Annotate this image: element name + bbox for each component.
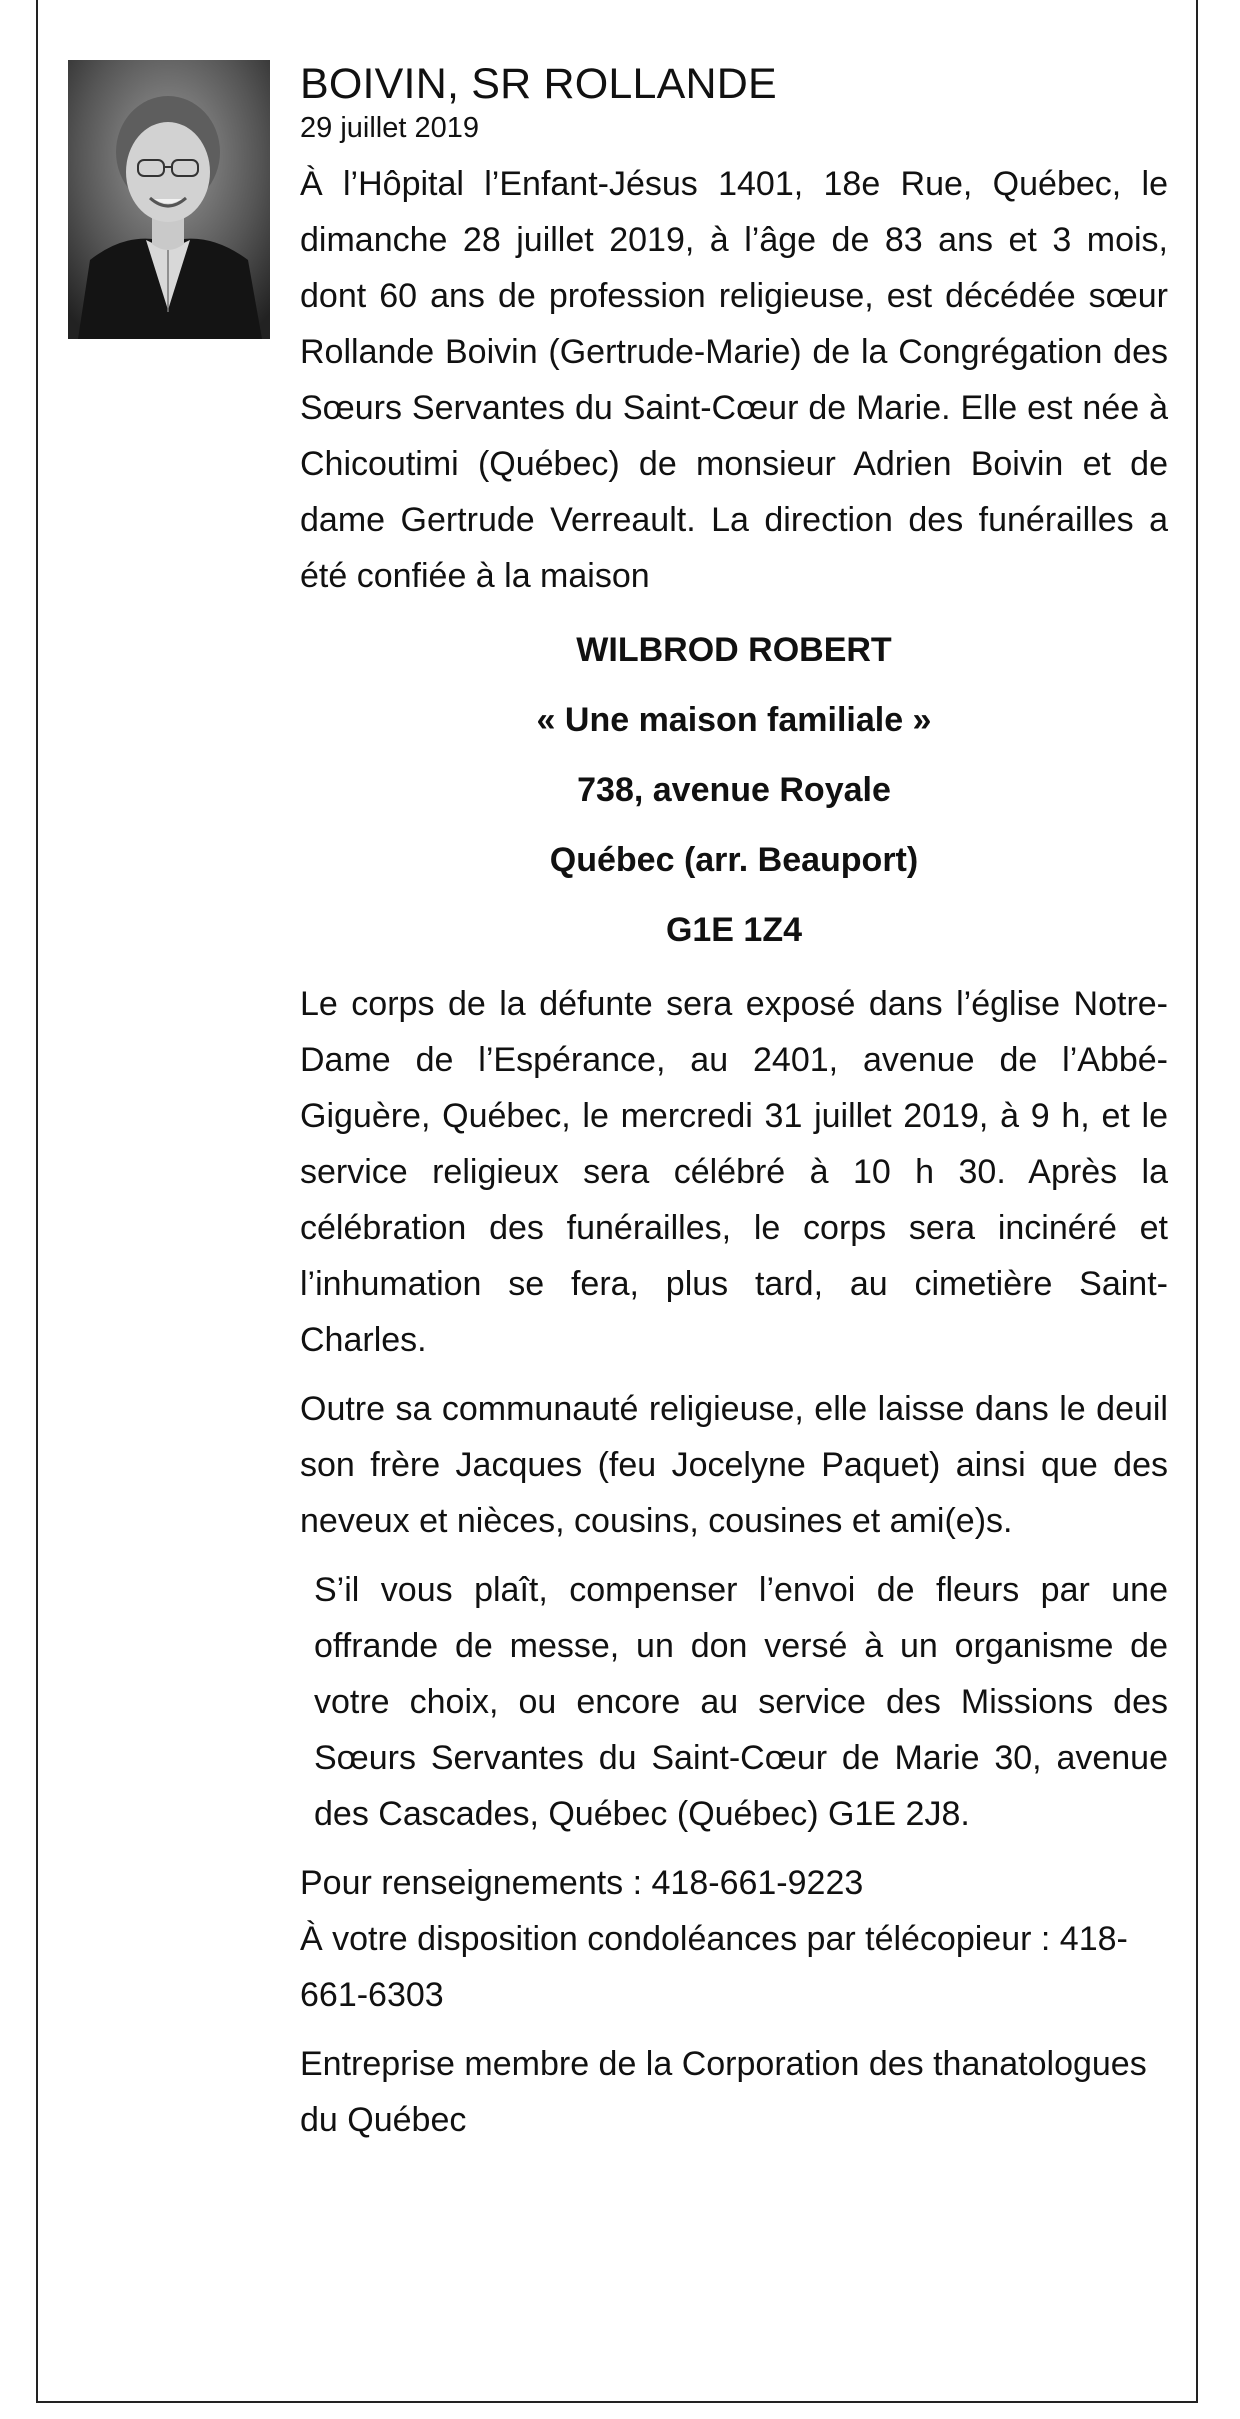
deceased-name: BOIVIN, SR ROLLANDE [300, 60, 777, 108]
donation-paragraph: S’il vous plaît, compenser l’envoi de fleurs par une offrande de messe, un don versé à un organisme de votre choix, ou encore au service des Missions des Sœurs Servantes du Saint-Cœur de Marie 30, avenue des Cascades, Québec (Québec) G1E 2J8. [314, 1571, 1168, 1833]
funeral-home-postal: G1E 1Z4 [665, 911, 803, 949]
intro-paragraph: À l’Hôpital l’Enfant-Jésus 1401, 18e Rue, Québec, le dimanche 28 juillet 2019, à l’âge de 83 ans et 3 mois, dont 60 ans de profession religieuse, est décédée sœur Rollande Boivin (Gertrude-Marie) de la Congrégation des Sœurs Servantes du Saint-Cœur de Marie. Elle est née à Chicoutimi (Québec) de monsieur Adrien Boivin et de dame Gertrude Verreault. La direction des funérailles a été confiée à la maison [300, 165, 1168, 595]
funeral-home-street: 738, avenue Royale [577, 771, 891, 809]
funeral-home-city: Québec (arr. Beauport) [549, 841, 919, 879]
publication-date: 29 juillet 2019 [300, 112, 479, 144]
fax-line: À votre disposition condoléances par télécopieur : 418-661-6303 [300, 1920, 1128, 2014]
family-paragraph: Outre sa communauté religieuse, elle laisse dans le deuil son frère Jacques (feu Jocelyne Paquet) ainsi que des neveux et nièces, cousins, cousines et ami(e)s. [300, 1390, 1168, 1540]
funeral-home-tagline: « Une maison familiale » [536, 701, 932, 739]
member-line: Entreprise membre de la Corporation des thanatologues du Québec [300, 2045, 1147, 2139]
info-line: Pour renseignements : 418-661-9223 [300, 1864, 864, 1902]
obituary-content [300, 58, 1168, 2148]
portrait-photo [68, 60, 270, 339]
funeral-home-name: WILBROD ROBERT [576, 631, 892, 669]
exposure-paragraph: Le corps de la défunte sera exposé dans l’église Notre-Dame de l’Espérance, au 2401, avenue de l’Abbé-Giguère, Québec, le mercredi 31 juillet 2019, à 9 h, et le service religieux sera célébré à 10 h 30. Après la célébration des funérailles, le corps sera incinéré et l’inhumation se fera, plus tard, au cimetière Saint-Charles. [300, 985, 1168, 1359]
